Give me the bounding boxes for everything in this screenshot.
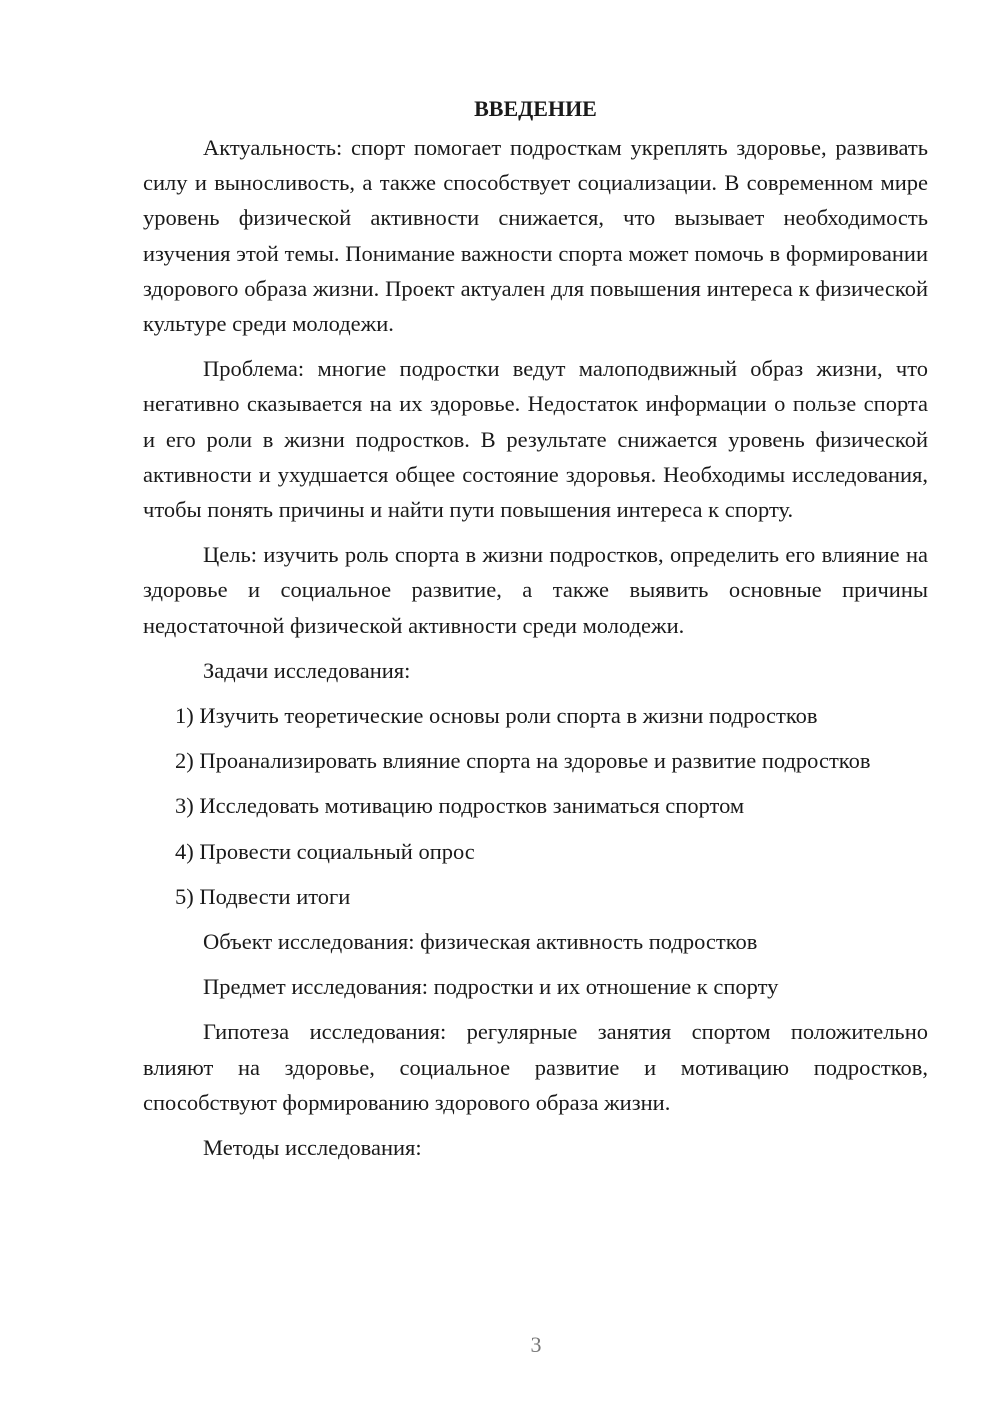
subject-paragraph: Предмет исследования: подростки и их отношение к спорту [203,974,779,1000]
task-item: 3) Исследовать мотивацию подростков заниматься спортом [175,793,745,819]
object-paragraph: Объект исследования: физическая активность подростков [203,929,758,955]
task-item: 4) Провести социальный опрос [175,838,475,864]
task-item: 2) Проанализировать влияние спорта на здоровье и развитие подростков [175,748,871,774]
hypothesis-paragraph: Гипотеза исследования: регулярные занятия спортом положительно влияют на здоровье, социальное развитие и мотивацию подростков, способствуют формированию здорового образа жизни. [143,1019,928,1115]
tasks-heading: Задачи исследования: [203,657,411,683]
relevance-paragraph: Актуальность: спорт помогает подросткам укреплять здоровье, развивать силу и выносливость, а также способствует социализации. В современном мире уровень физической активности снижается, что вызывает необходимость изучения этой темы. Понимание важности спорта может помочь в формировании здорового образа жизни. Проект актуален для повышения интереса к физической культуре среди молодежи. [143,135,928,337]
page-number: 3 [530,1332,542,1357]
methods-heading: Методы исследования: [203,1135,422,1161]
problem-paragraph: Проблема: многие подростки ведут малоподвижный образ жизни, что негативно сказывается на их здоровье. Недостаток информации о пользе спорта и его роли в жизни подростков. В результате снижается уровень физической активности и ухудшается общее состояние здоровья. Необходимы исследования, чтобы понять причины и найти пути повышения интереса к спорту. [143,356,928,523]
document-page [143,92,928,1175]
task-item: 5) Подвести итоги [175,883,351,909]
task-item: 1) Изучить теоретические основы роли спорта в жизни подростков [175,703,818,729]
section-title: ВВЕДЕНИЕ [474,96,597,121]
goal-paragraph: Цель: изучить роль спорта в жизни подростков, определить его влияние на здоровье и социальное развитие, а также выявить основные причины недостаточной физической активности среди молодежи. [143,542,928,638]
